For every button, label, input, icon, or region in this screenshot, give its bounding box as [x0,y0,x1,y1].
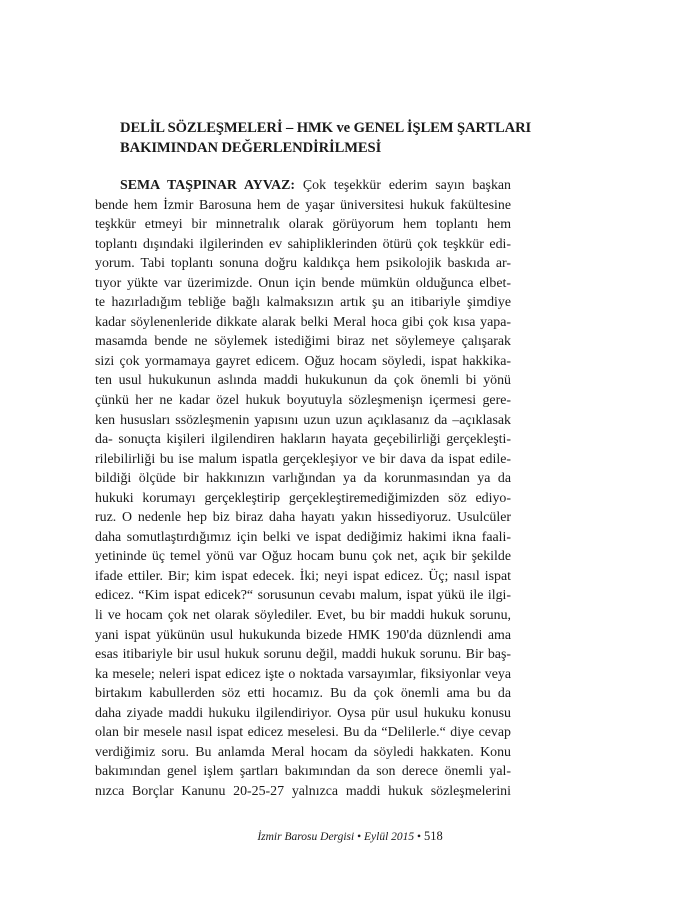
section-heading [120,118,536,158]
paragraph-line: edicez. “Kim ispat edicek?“ sorusunun cevabı malum, ispat yükü ile ilgi- [95,588,511,604]
paragraph-line: yorum. Tabi toplantı sonuna doğru kaldıkça hem psikolojik baskıda ar- [95,256,511,272]
paragraph-line: hukuki korumayı gerçekleştirip gerçekleştiremediğimizden söz ediyo- [95,490,511,506]
heading-line-1: DELİL SÖZLEŞMELERİ – HMK ve GENEL İŞLEM ŞARTLARI [120,120,532,136]
paragraph-line: li ve hocam çok net olarak söylediler. Evet, bu bir maddi hukuk sorunu, [95,608,511,624]
footer-separator: • [417,831,422,843]
paragraph-line: bakımından genel işlem şartları bakımından da son derece önemli yal- [95,764,511,780]
paragraph-line: te hazırladığım tebliğe bağlı kalmaksızın artık şu an itibariyle şimdiye [95,295,511,311]
paragraph-line: kadar söylenenleride dikkate alarak belki Meral hoca gibi çok kısa yapa- [95,314,511,330]
paragraph-line: tıyor yükte var üzerimizde. Onun için bende mümkün olduğunca elbet- [95,275,511,291]
paragraph-line: sizi çok yormamaya gayret edicem. Oğuz hocam söyledi, ispat hakkika- [95,353,511,369]
paragraph-line: rilebilirliği bu ise malum ispatla gerçekleşiyor ve bir dava da ispat edile- [95,451,511,467]
transcript-paragraph [95,176,511,802]
speaker-name: SEMA TAŞPINAR AYVAZ: [120,178,295,193]
paragraph-line: bildiği ölçüde bir hakkınızın varlığından ya da korunmasından ya da [95,471,511,487]
paragraph-line: ifade ettiler. Bir; kim ispat edecek. İki; neyi ispat edicez. Üç; nasıl ispat [95,568,511,584]
paragraph-line-text: Çok teşekkür ederim sayın başkan [302,178,511,193]
paragraph-line: daha somutlaştırdığımız için belki ve ispat dediğimiz hakimi ikna faali- [95,529,511,545]
paragraph-line: yetininde üç temel yönü var Oğuz hocam bunu çok net, açık bir şekilde [95,549,511,565]
paragraph-line: birtakım kabullerden söz etti hocamız. Bu da çok önemli ama bu da [95,686,511,702]
paragraph-line: ten usul hukukunun aslında maddi hukukunun da çok önemli bi yönü [95,373,511,389]
paragraph-line: bende hem İzmir Barosuna hem de yaşar üniversitesi hukuk fakültesine [95,197,511,213]
paragraph-line [95,176,511,196]
paragraph-line: verdiğimiz soru. Bu anlamda Meral hocam da söyledi hakkaten. Konu [95,744,511,760]
heading-line-2: BAKIMINDAN DEĞERLENDİRİLMESİ [120,140,382,156]
page-footer [0,829,700,844]
paragraph-line: çünkü her ne kadar özel hukuk boyutuyla sözleşmenişn içermesi gere- [95,393,511,409]
paragraph-line: yani ispat yükünün usul hukukunda bizede HMK 190'da düznlendi ama [95,627,511,643]
paragraph-line: olan bir mesele nasıl ispat edicez meselesi. Bu da “Delilerle.“ diye cevap [95,725,511,741]
paragraph-line: daha ziyade maddi hukuku ilgilendiriyor. Oysa pür usul hukuku konusu [95,705,511,721]
paragraph-line: esas itibariyle bir usul hukuk sorunu değil, maddi hukuk sorunu. Bir baş- [95,647,511,663]
paragraph-line: nızca Borçlar Kanunu 20-25-27 yalnızca maddi hukuk sözleşmelerini [95,783,511,799]
footer-separator: • [357,831,362,843]
page-number: 518 [423,829,443,843]
paragraph-line: masamda bende ne söylemek istediğimi biraz net söylemeye çalışarak [95,334,511,350]
issue-date: Eylül 2015 [364,831,415,843]
paragraph-line: ruz. O nedenle hep biz biraz daha hayatı yakın hissediyoruz. Usulcüler [95,510,511,526]
paragraph-line: da- sonuçta kişileri ilgilendiren hakların hayata geçebilirliği gerçekleşti- [95,432,511,448]
journal-name: İzmir Barosu Dergisi [257,831,355,843]
paragraph-line: teşkkür etmeyi bir minnetralık olarak görüyorum hem toplantı hem [95,217,511,233]
paragraph-line: ka mesele; neleri ispat edicez işte o noktada varsayımlar, fiksiyonlar veya [95,666,511,682]
paragraph-line: toplantı dışındaki ilgilerinden ev sahipliklerinden ötürü çok teşkkür edi- [95,236,511,252]
paragraph-line: ken hususları ssözleşmenin yapısını uzun uzun açıklasanız da –açıklasak [95,412,511,428]
